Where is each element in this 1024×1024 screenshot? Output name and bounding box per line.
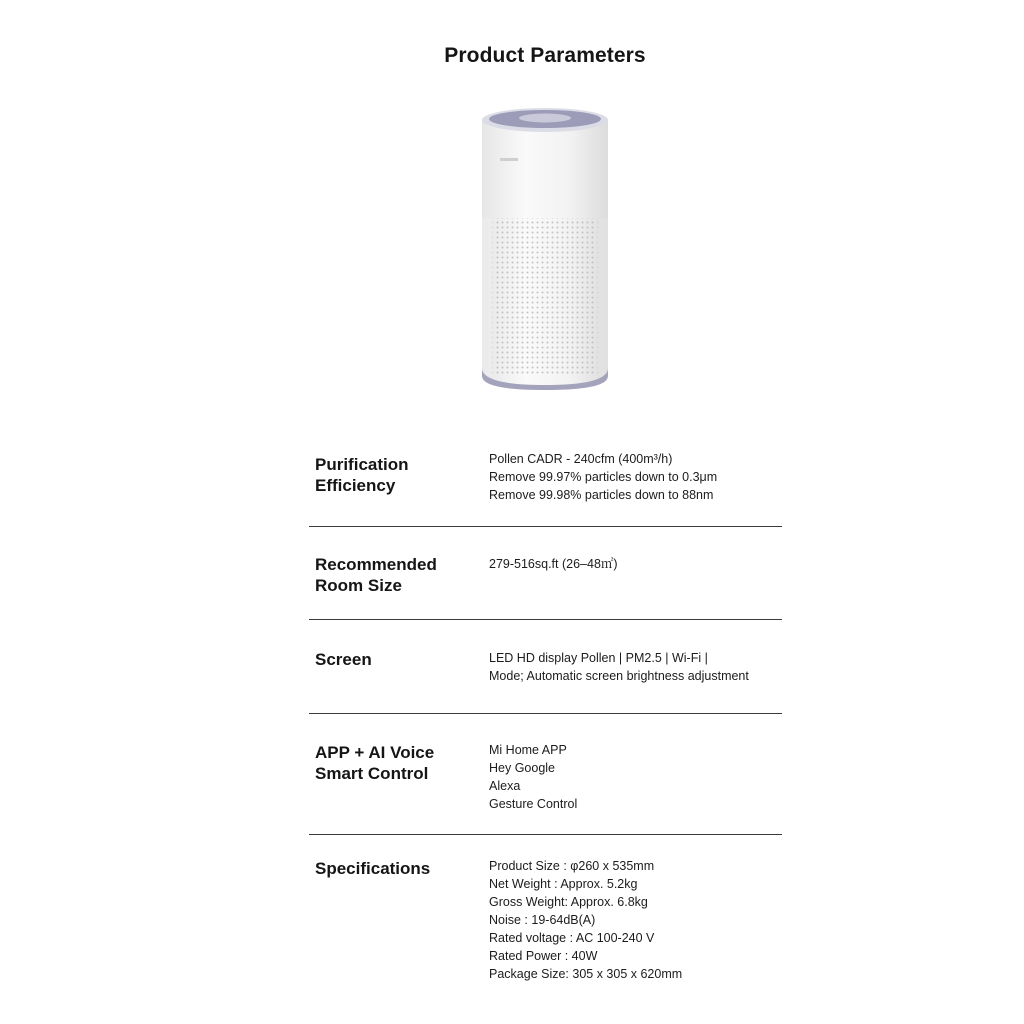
param-values: Pollen CADR - 240cfm (400m³/h) Remove 99.97% particles down to 0.3μm Remove 99.98% particles down to 88nm [489, 452, 718, 502]
param-label: Purification Efficiency [315, 455, 409, 495]
param-row-room-size [309, 527, 782, 620]
param-values: LED HD display Pollen | PM2.5 | Wi-Fi | Mode; Automatic screen brightness adjustment [489, 651, 749, 683]
param-label: Specifications [315, 859, 431, 878]
param-values: Mi Home APP Hey Google Alexa Gesture Control [489, 743, 578, 811]
param-row-purification [309, 436, 782, 527]
param-row-screen [309, 620, 782, 714]
param-row-specifications [309, 835, 782, 995]
param-label: Recommended Room Size [315, 555, 437, 595]
param-values: 279-516sq.ft (26–48㎡) [489, 557, 618, 571]
param-values: Product Size : φ260 x 535mm Net Weight : Approx. 5.2kg Gross Weight: Approx. 6.8kg Noise : 19-64dB(A) Rated voltage : AC 100-240 V Rated Power : 40W Package Size: 305 x 305 x 620mm [489, 859, 683, 981]
param-label: APP + AI Voice Smart Control [315, 743, 435, 783]
param-label: Screen [315, 650, 372, 669]
param-row-smart-control [309, 714, 782, 835]
page-title: Product Parameters [444, 44, 646, 67]
air-purifier-image [470, 100, 690, 400]
